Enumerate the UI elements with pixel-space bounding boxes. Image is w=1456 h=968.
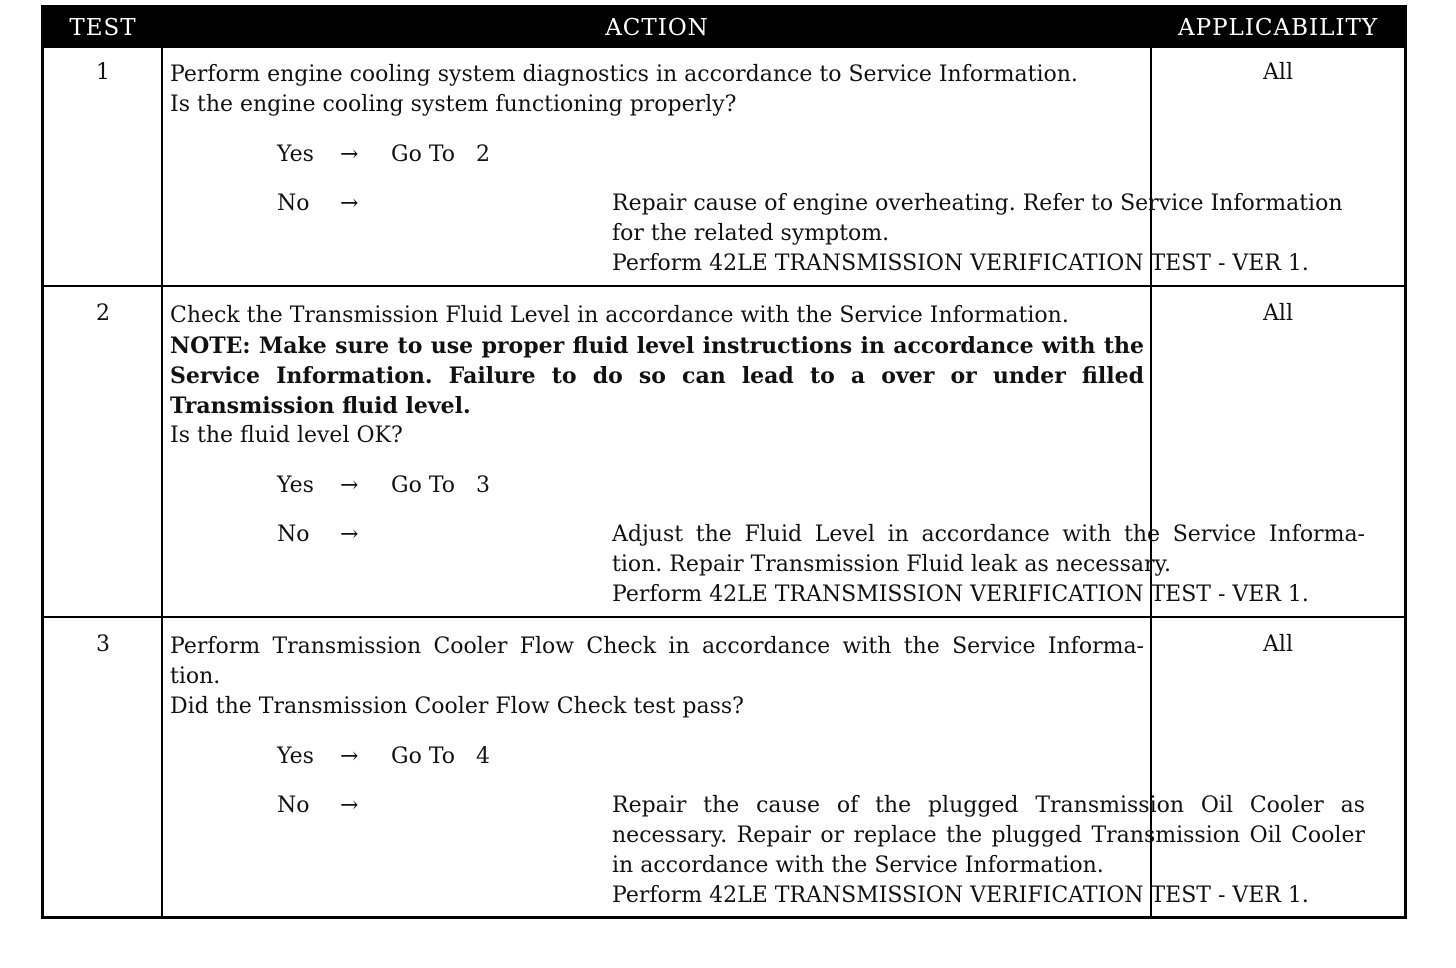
note-text: NOTE: Make sure to use proper fluid level instructions in accordance with the Service Information. Failure to do so can lead to a over or under filled Transmission fluid level. (170, 333, 1144, 419)
no-branch (170, 520, 1365, 610)
arrow-icon: → (340, 744, 359, 769)
no-label: No (277, 522, 310, 547)
action-question: Did the Transmission Cooler Flow Check test pass? (170, 694, 744, 719)
no-text-line: for the related symptom. (612, 221, 890, 246)
yes-branch (170, 471, 1144, 501)
action-question: Is the engine cooling system functioning properly? (170, 92, 737, 117)
arrow-icon: → (340, 473, 359, 498)
applicability-value: All (1263, 60, 1293, 85)
yes-text: Go To 4 (391, 744, 490, 769)
row-divider (44, 616, 1404, 618)
diagnostic-table (41, 5, 1407, 919)
header-action: ACTION (605, 15, 709, 41)
column-divider (1150, 48, 1152, 916)
arrow-icon: → (340, 191, 359, 216)
arrow-icon: → (340, 522, 359, 547)
yes-label: Yes (277, 744, 314, 769)
no-branch (170, 791, 1365, 911)
no-branch (170, 189, 1343, 279)
header-test: TEST (69, 15, 137, 41)
arrow-icon: → (340, 793, 359, 818)
test-number: 1 (96, 60, 110, 85)
applicability-value: All (1263, 301, 1293, 326)
no-text (612, 791, 1365, 911)
no-text (612, 520, 1365, 610)
no-text-line: Adjust the Fluid Level in accordance with the Service Informa- tion. Repair Transmission Fluid leak as necessary. (612, 522, 1365, 577)
action-text: Check the Transmission Fluid Level in accordance with the Service Information. (170, 303, 1069, 328)
no-label: No (277, 793, 310, 818)
no-text-line: Repair the cause of the plugged Transmission Oil Cooler as necessary. Repair or replace the plugged Transmission Oil Cooler in accordance with the Service Information. (612, 793, 1365, 878)
action-text: Perform Transmission Cooler Flow Check in accordance with the Service Informa- tion. (170, 634, 1144, 689)
table-header (44, 8, 1404, 48)
test-number: 3 (96, 632, 110, 657)
yes-label: Yes (277, 142, 314, 167)
yes-label: Yes (277, 473, 314, 498)
applicability-value: All (1263, 632, 1293, 657)
no-text-line: Repair cause of engine overheating. Refer to Service Information (612, 191, 1343, 216)
arrow-icon: → (340, 142, 359, 167)
verification-instruction: Perform 42LE TRANSMISSION VERIFICATION TEST - VER 1. (612, 582, 1309, 607)
yes-text: Go To 2 (391, 142, 490, 167)
action-question: Is the fluid level OK? (170, 423, 403, 448)
no-text (612, 189, 1365, 279)
action-text: Perform engine cooling system diagnostics in accordance to Service Information. (170, 62, 1078, 87)
no-label: No (277, 191, 310, 216)
header-applicability: APPLICABILITY (1178, 15, 1378, 41)
verification-instruction: Perform 42LE TRANSMISSION VERIFICATION TEST - VER 1. (612, 251, 1309, 276)
verification-instruction: Perform 42LE TRANSMISSION VERIFICATION TEST - VER 1. (612, 883, 1309, 908)
test-number: 2 (96, 301, 110, 326)
yes-text: Go To 3 (391, 473, 490, 498)
yes-branch (170, 742, 1144, 772)
yes-branch (170, 140, 1144, 170)
column-divider (161, 48, 163, 916)
row-divider (44, 285, 1404, 287)
